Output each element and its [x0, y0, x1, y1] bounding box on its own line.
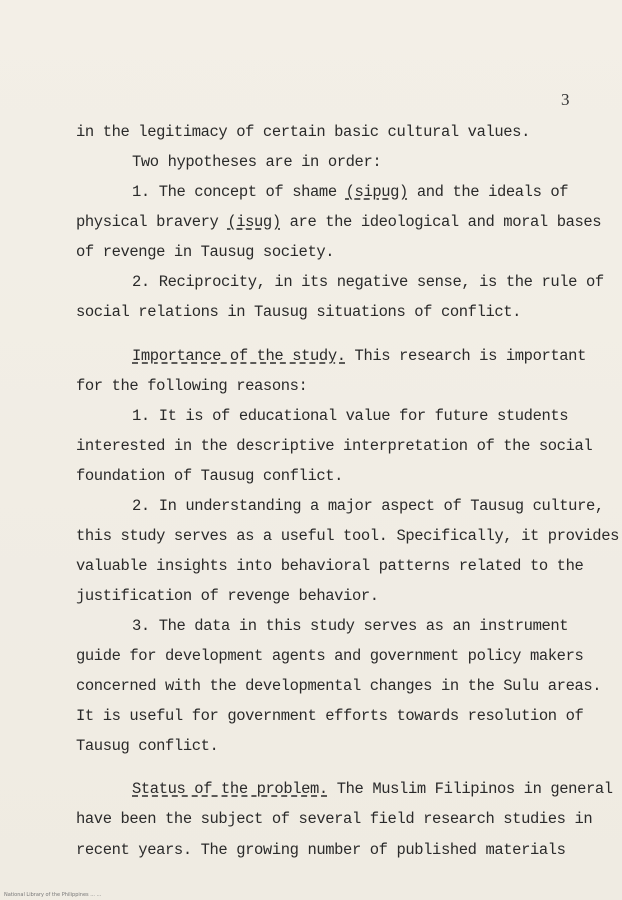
text-line: foundation of Tausug conflict.: [76, 467, 344, 485]
text-line: 3. The data in this study serves as an instrument: [132, 617, 569, 635]
text-run: and the ideals of: [407, 183, 569, 201]
text-run: 1. The concept of shame: [132, 183, 346, 201]
text-line: for the following reasons:: [76, 377, 308, 395]
text-line: It is useful for government efforts towards resolution of: [76, 707, 584, 725]
underlined-text: (sipug): [345, 183, 408, 201]
text-run: This research is important: [345, 347, 586, 365]
text-line: have been the subject of several field research studies in: [76, 810, 593, 828]
text-line: [132, 182, 568, 202]
text-line: [132, 779, 613, 799]
archive-footer: National Library of the Philippines ... ...: [4, 892, 102, 898]
underlined-text: Importance of the study.: [132, 347, 346, 365]
text-line: in the legitimacy of certain basic cultural values.: [76, 123, 530, 141]
text-run: physical bravery: [76, 213, 228, 231]
text-run: The Muslim Filipinos in general: [327, 780, 613, 798]
text-line: this study serves as a useful tool. Specifically, it provides: [76, 527, 619, 545]
underlined-text: (isug): [227, 213, 281, 231]
text-run: are the ideological and moral bases: [280, 213, 602, 231]
text-line: 2. Reciprocity, in its negative sense, is the rule of: [132, 273, 604, 291]
text-line: social relations in Tausug situations of conflict.: [76, 303, 522, 321]
text-line: valuable insights into behavioral patterns related to the: [76, 557, 584, 575]
page-number: 3: [561, 90, 570, 109]
underlined-text: Status of the problem.: [132, 780, 328, 798]
text-line: interested in the descriptive interpretation of the social: [76, 437, 593, 455]
text-line: [76, 212, 601, 232]
text-line: of revenge in Tausug society.: [76, 243, 335, 261]
text-line: guide for development agents and government policy makers: [76, 647, 584, 665]
text-line: concerned with the developmental changes in the Sulu areas.: [76, 677, 602, 695]
text-line: recent years. The growing number of published materials: [76, 841, 566, 859]
text-line: 2. In understanding a major aspect of Tausug culture,: [132, 497, 604, 515]
text-line: Two hypotheses are in order:: [132, 153, 382, 171]
text-line: justification of revenge behavior.: [76, 587, 379, 605]
text-line: 1. It is of educational value for future students: [132, 407, 569, 425]
text-line: Tausug conflict.: [76, 737, 219, 755]
text-line: [132, 346, 586, 366]
